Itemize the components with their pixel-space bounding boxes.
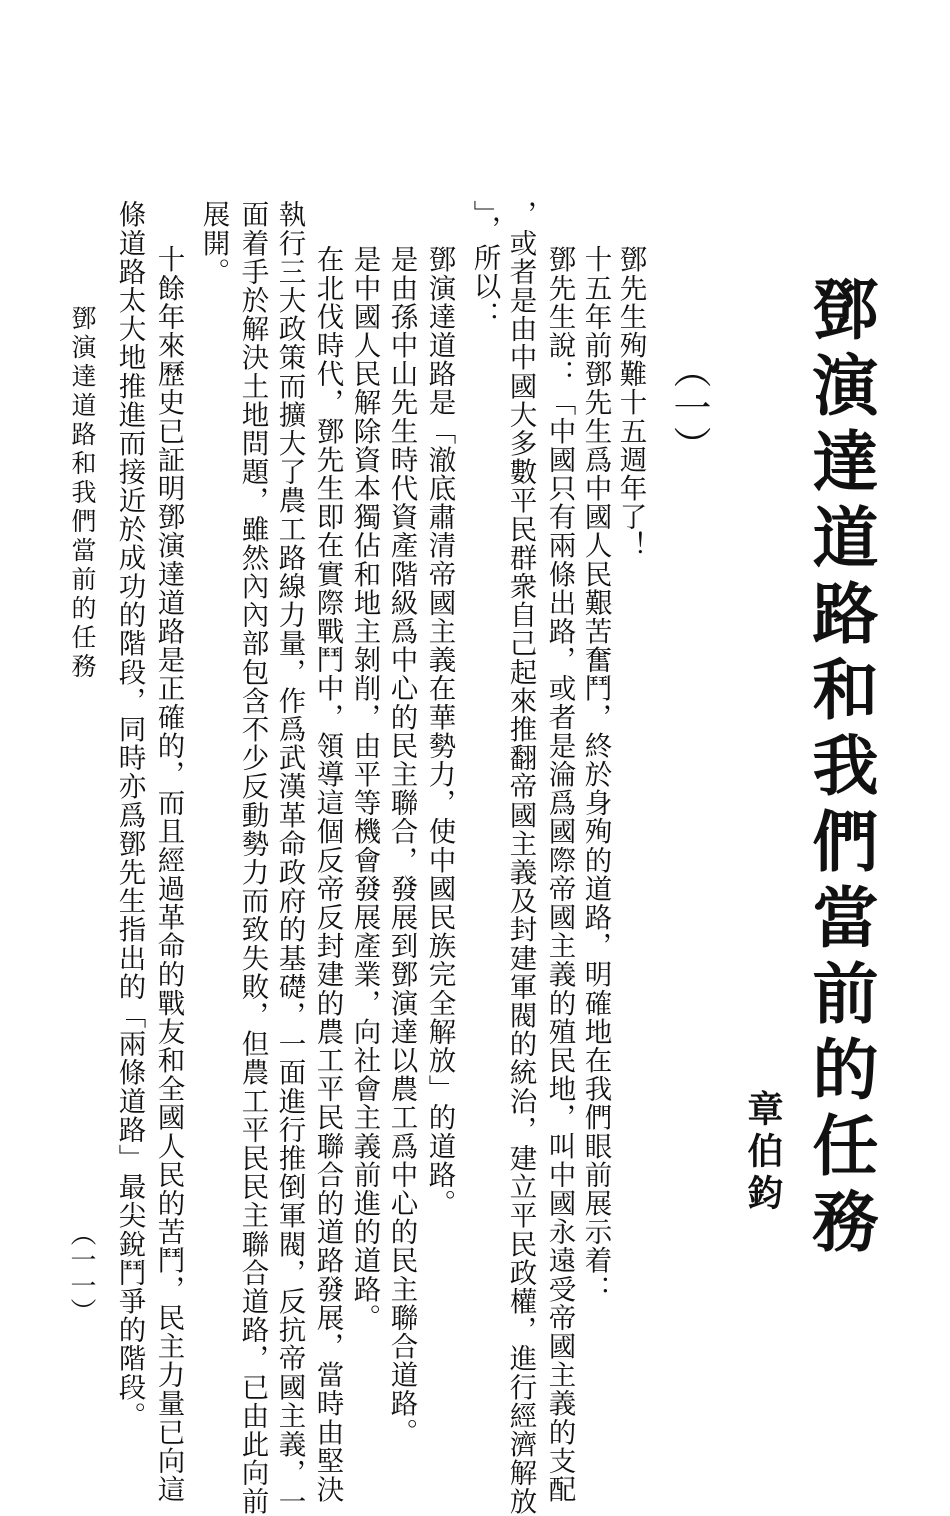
- paragraph-line: 」，所以：: [468, 200, 501, 330]
- paragraph-line: 十五年前鄧先生爲中國人民艱苦奮鬥，終於身殉的道路，明確地在我們眼前展示着：: [579, 245, 612, 1304]
- paragraph-line: 條道路太大地推進而接近於成功的階段，同時亦爲鄧先生指出的「兩條道路」最尖銳鬥爭的階段。: [113, 200, 146, 1430]
- article-title: 鄧演達道路和我們當前的任務: [801, 275, 878, 1263]
- paragraph-line: 是中國人民解除資本獨佔和地主剝削，由平等機會發展產業，向社會主義前進的道路。: [348, 245, 381, 1332]
- paragraph-line: 在北伐時代，鄧先生即在實際戰鬥中，領導這個反帝反封建的農工平民聯合的道路發展，當時由堅決: [311, 245, 344, 1504]
- article-author: 章伯鈞: [742, 1090, 784, 1216]
- paragraph-line: 面着手於解決土地問題，雖然內內部包含不少反動勢力而致失敗，但農工平民民主聯合道路，已由此向前: [236, 200, 269, 1516]
- paragraph-line: 十餘年來歷史已証明鄧演達道路是正確的，而且經過革命的戰友和全國人民的苦鬥，民主力量已向這: [152, 245, 185, 1504]
- page-number: （一一）: [66, 1220, 96, 1324]
- running-title: 鄧演達道路和我們當前的任務: [68, 305, 97, 682]
- paragraph-line: ，或者是由中國大多數平民群衆自己起來推翻帝國主義及封建軍閥的統治，建立平民政權，進行經濟解放: [504, 200, 537, 1516]
- paragraph-line: 鄧先生說：「中國只有兩條出路，或者是淪爲國際帝國主義的殖民地，叫中國永遠受帝國主義的支配: [543, 245, 576, 1504]
- paragraph-line: 執行三大政策而擴大了農工路線力量，作爲武漢革命政府的基礎，一面進行推倒軍閥，反抗帝國主義，一: [273, 200, 306, 1516]
- section-marker: （一）: [667, 350, 711, 464]
- paragraph-line: 鄧先生殉難十五週年了！: [614, 245, 647, 560]
- paragraph-line: 展開。: [197, 200, 230, 286]
- paragraph-line: 是由孫中山先生時代資產階級爲中心的民主聯合，發展到鄧演達以農工爲中心的民主聯合道路。: [385, 245, 418, 1447]
- paragraph-line: 鄧演達道路是「澈底肅清帝國主義在華勢力，使中國民族完全解放」的道路。: [423, 245, 456, 1218]
